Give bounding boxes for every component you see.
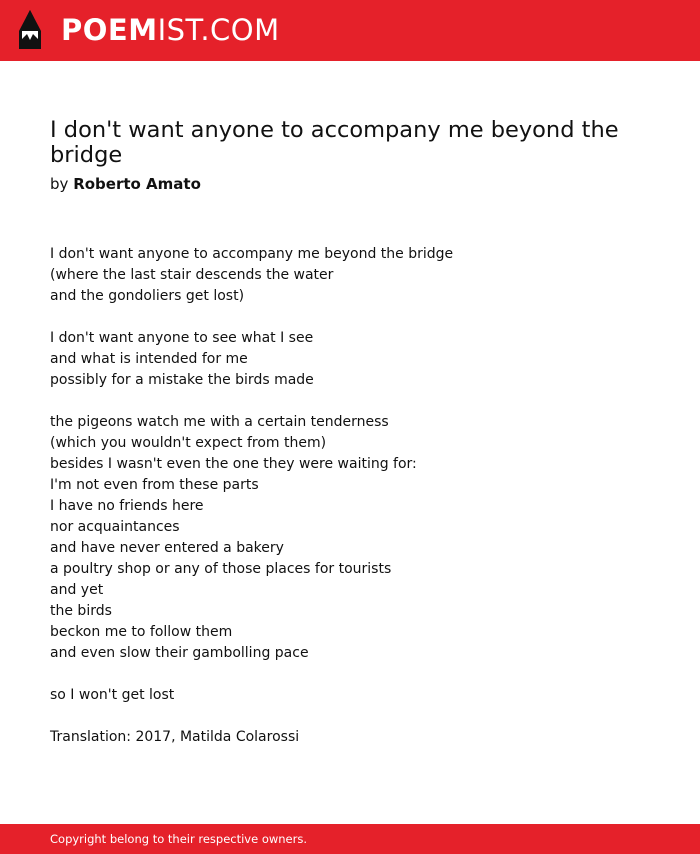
poem-line: a poultry shop or any of those places for tourists [50,561,392,577]
site-header [0,0,700,61]
poem-line: I don't want anyone to see what I see [50,330,314,346]
by-label: by [50,175,69,193]
brand-bold-text: POEM [61,13,158,47]
stanza-1 [50,244,650,307]
copyright-notice: Copyright belong to their respective owners. [50,832,308,846]
site-logo-text[interactable] [61,12,280,48]
translation-credit: Translation: 2017, Matilda Colarossi [50,729,300,745]
poem-line: so I won't get lost [50,687,175,703]
poem-body [50,244,650,748]
stanza-3 [50,412,650,664]
poem-line: (which you wouldn't expect from them) [50,435,327,451]
site-footer [0,824,700,854]
poem-line: the birds [50,603,112,619]
brand-light-text: IST.COM [157,13,280,47]
poem-line: besides I wasn't even the one they were waiting for: [50,456,417,472]
stanza-4 [50,685,650,706]
poem-line: the pigeons watch me with a certain tenderness [50,414,389,430]
poem-line: and what is intended for me [50,351,248,367]
poem-line: nor acquaintances [50,519,180,535]
poem-line: I'm not even from these parts [50,477,259,493]
poem-line: and even slow their gambolling pace [50,645,309,661]
stanza-2 [50,328,650,391]
byline [50,173,201,195]
pencil-tip-icon[interactable] [17,9,43,51]
poem-line: I don't want anyone to accompany me beyond the bridge [50,246,454,262]
poem-line: and have never entered a bakery [50,540,284,556]
poem-line: (where the last stair descends the water [50,267,334,283]
author-name: Roberto Amato [73,175,201,193]
poem-line: and yet [50,582,104,598]
poem-line: possibly for a mistake the birds made [50,372,314,388]
poem-title: I don't want anyone to accompany me beyond the bridge [50,117,619,168]
poem-line: and the gondoliers get lost) [50,288,245,304]
poem-line: beckon me to follow them [50,624,233,640]
poem-line: I have no friends here [50,498,204,514]
